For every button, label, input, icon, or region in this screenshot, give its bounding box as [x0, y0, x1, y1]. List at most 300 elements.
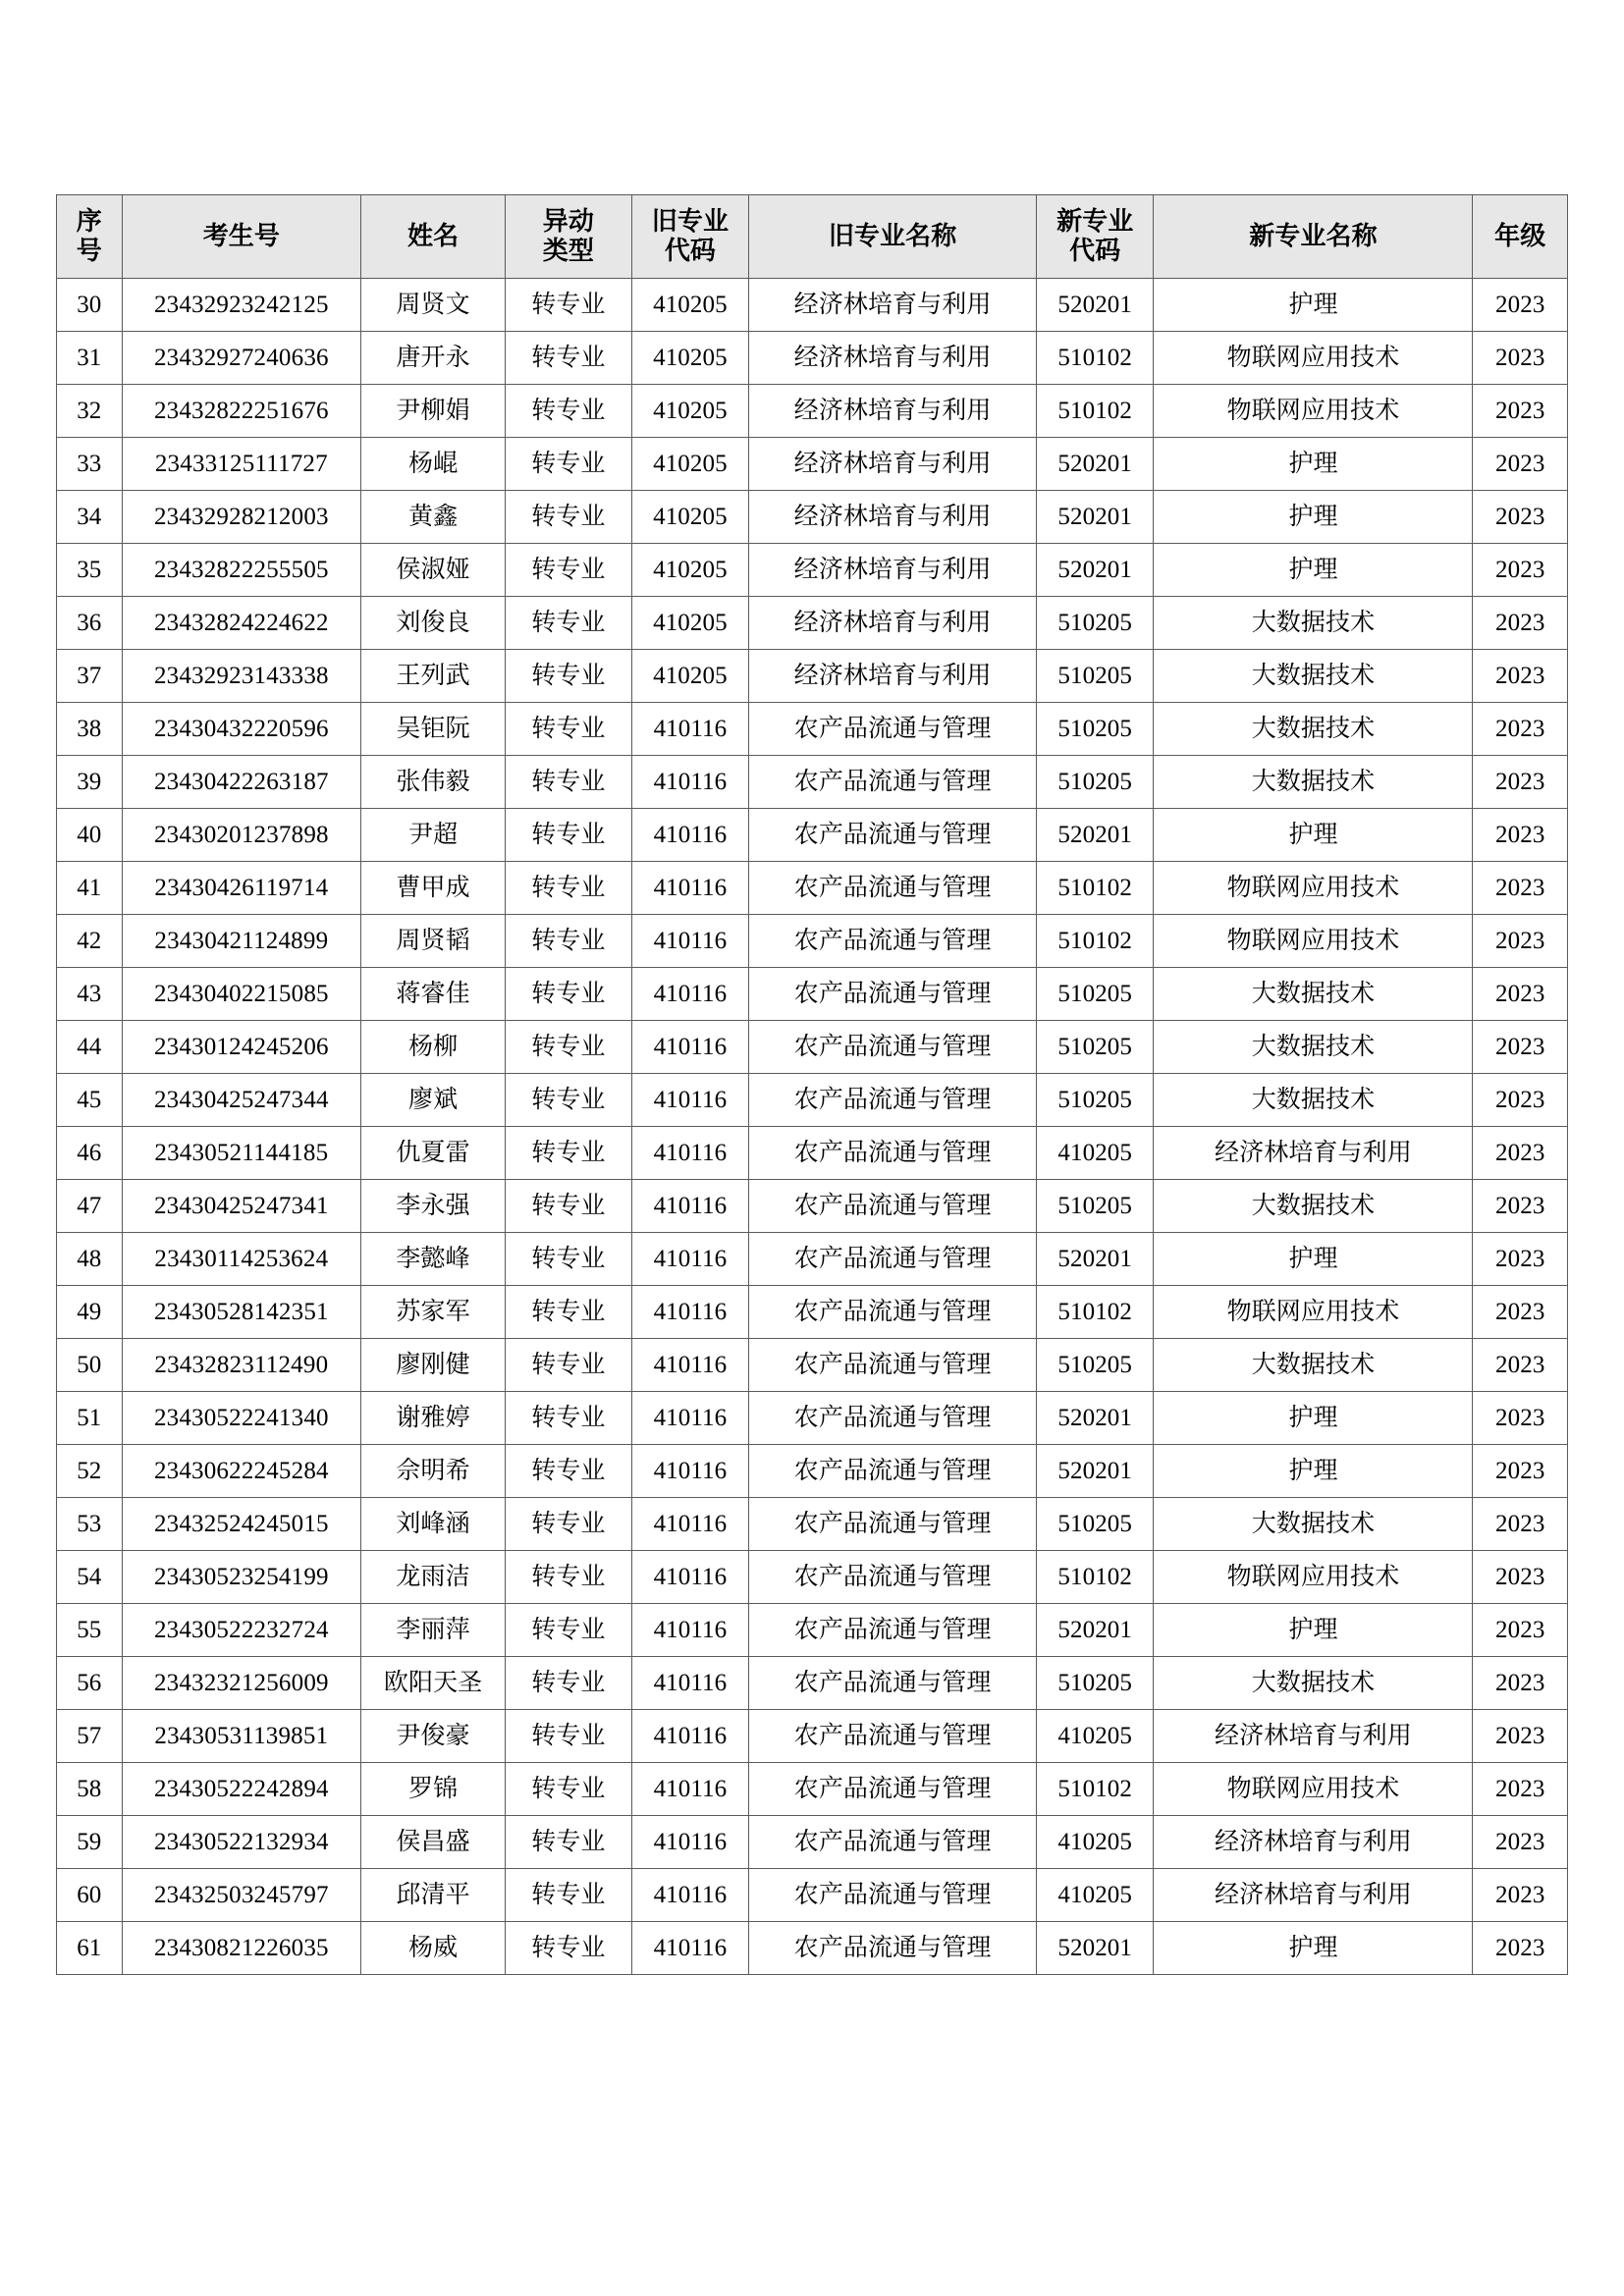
- table-header: [57, 195, 1568, 279]
- cell-old_code: 410116: [631, 1127, 748, 1180]
- cell-grade: 2023: [1473, 1180, 1568, 1233]
- cell-old_code: 410205: [631, 279, 748, 332]
- cell-new_name: 物联网应用技术: [1154, 1763, 1473, 1816]
- column-header-exam_no: [122, 195, 360, 279]
- cell-old_name: 农产品流通与管理: [749, 1922, 1037, 1975]
- cell-old_code: 410116: [631, 1180, 748, 1233]
- cell-old_name: 农产品流通与管理: [749, 1021, 1037, 1074]
- cell-new_code: 520201: [1037, 1445, 1154, 1498]
- cell-name: 邱清平: [361, 1869, 506, 1922]
- cell-exam_no: 23432503245797: [122, 1869, 360, 1922]
- cell-type: 转专业: [506, 1816, 632, 1869]
- cell-grade: 2023: [1473, 438, 1568, 491]
- cell-name: 侯昌盛: [361, 1816, 506, 1869]
- cell-new_code: 510205: [1037, 1074, 1154, 1127]
- cell-name: 尹柳娟: [361, 385, 506, 438]
- cell-old_name: 农产品流通与管理: [749, 1498, 1037, 1551]
- cell-old_name: 农产品流通与管理: [749, 1392, 1037, 1445]
- cell-new_name: 大数据技术: [1154, 1180, 1473, 1233]
- cell-type: 转专业: [506, 1392, 632, 1445]
- cell-old_code: 410116: [631, 1869, 748, 1922]
- cell-new_name: 经济林培育与利用: [1154, 1127, 1473, 1180]
- cell-old_name: 经济林培育与利用: [749, 491, 1037, 544]
- column-header-line: 代码: [1069, 237, 1121, 265]
- cell-new_name: 大数据技术: [1154, 1074, 1473, 1127]
- cell-type: 转专业: [506, 968, 632, 1021]
- cell-grade: 2023: [1473, 1233, 1568, 1286]
- cell-exam_no: 23430523254199: [122, 1551, 360, 1604]
- cell-type: 转专业: [506, 597, 632, 650]
- cell-name: 尹俊豪: [361, 1710, 506, 1763]
- cell-new_name: 物联网应用技术: [1154, 1551, 1473, 1604]
- cell-name: 黄鑫: [361, 491, 506, 544]
- cell-exam_no: 23430432220596: [122, 703, 360, 756]
- cell-name: 罗锦: [361, 1763, 506, 1816]
- cell-name: 杨威: [361, 1922, 506, 1975]
- column-header-seq: [57, 195, 123, 279]
- cell-new_name: 大数据技术: [1154, 756, 1473, 809]
- cell-seq: 56: [57, 1657, 123, 1710]
- cell-old_name: 农产品流通与管理: [749, 703, 1037, 756]
- cell-grade: 2023: [1473, 1339, 1568, 1392]
- cell-old_code: 410205: [631, 597, 748, 650]
- cell-exam_no: 23430821226035: [122, 1922, 360, 1975]
- cell-new_name: 护理: [1154, 544, 1473, 597]
- table-row: [57, 1392, 1568, 1445]
- cell-old_code: 410116: [631, 756, 748, 809]
- cell-old_name: 农产品流通与管理: [749, 1339, 1037, 1392]
- cell-new_name: 物联网应用技术: [1154, 332, 1473, 385]
- cell-exam_no: 23430522242894: [122, 1763, 360, 1816]
- cell-new_name: 物联网应用技术: [1154, 862, 1473, 915]
- cell-old_code: 410116: [631, 1233, 748, 1286]
- cell-grade: 2023: [1473, 756, 1568, 809]
- cell-new_name: 大数据技术: [1154, 1021, 1473, 1074]
- cell-grade: 2023: [1473, 1657, 1568, 1710]
- table-row: [57, 1869, 1568, 1922]
- cell-seq: 31: [57, 332, 123, 385]
- cell-old_name: 经济林培育与利用: [749, 279, 1037, 332]
- cell-new_code: 510205: [1037, 1498, 1154, 1551]
- cell-new_code: 510205: [1037, 756, 1154, 809]
- cell-old_code: 410116: [631, 809, 748, 862]
- cell-name: 王列武: [361, 650, 506, 703]
- cell-old_code: 410116: [631, 862, 748, 915]
- cell-exam_no: 23430114253624: [122, 1233, 360, 1286]
- table-row: [57, 1498, 1568, 1551]
- cell-type: 转专业: [506, 1604, 632, 1657]
- cell-exam_no: 23432824224622: [122, 597, 360, 650]
- cell-new_code: 510205: [1037, 1339, 1154, 1392]
- cell-grade: 2023: [1473, 1604, 1568, 1657]
- cell-old_name: 农产品流通与管理: [749, 1657, 1037, 1710]
- cell-exam_no: 23430402215085: [122, 968, 360, 1021]
- cell-new_name: 物联网应用技术: [1154, 1286, 1473, 1339]
- cell-seq: 38: [57, 703, 123, 756]
- cell-seq: 44: [57, 1021, 123, 1074]
- table-row: [57, 332, 1568, 385]
- cell-grade: 2023: [1473, 279, 1568, 332]
- cell-new_code: 510205: [1037, 703, 1154, 756]
- cell-new_name: 经济林培育与利用: [1154, 1710, 1473, 1763]
- table-row: [57, 1816, 1568, 1869]
- cell-old_code: 410116: [631, 703, 748, 756]
- cell-grade: 2023: [1473, 1127, 1568, 1180]
- cell-new_name: 护理: [1154, 438, 1473, 491]
- column-header-line: 旧专业: [651, 206, 730, 236]
- cell-name: 杨柳: [361, 1021, 506, 1074]
- table-row: [57, 1445, 1568, 1498]
- cell-new_code: 510205: [1037, 1180, 1154, 1233]
- cell-seq: 37: [57, 650, 123, 703]
- table-row: [57, 650, 1568, 703]
- cell-new_code: 410205: [1037, 1869, 1154, 1922]
- cell-type: 转专业: [506, 1339, 632, 1392]
- cell-new_name: 大数据技术: [1154, 1498, 1473, 1551]
- cell-new_name: 物联网应用技术: [1154, 385, 1473, 438]
- cell-new_code: 520201: [1037, 1922, 1154, 1975]
- cell-type: 转专业: [506, 809, 632, 862]
- cell-new_code: 520201: [1037, 1604, 1154, 1657]
- table-row: [57, 756, 1568, 809]
- cell-exam_no: 23432823112490: [122, 1339, 360, 1392]
- cell-type: 转专业: [506, 1286, 632, 1339]
- cell-old_code: 410205: [631, 438, 748, 491]
- table-row: [57, 1763, 1568, 1816]
- cell-exam_no: 23430522241340: [122, 1392, 360, 1445]
- cell-old_code: 410205: [631, 385, 748, 438]
- cell-old_name: 农产品流通与管理: [749, 1604, 1037, 1657]
- cell-exam_no: 23430622245284: [122, 1445, 360, 1498]
- cell-type: 转专业: [506, 1233, 632, 1286]
- cell-new_code: 410205: [1037, 1816, 1154, 1869]
- cell-grade: 2023: [1473, 597, 1568, 650]
- cell-old_name: 农产品流通与管理: [749, 1233, 1037, 1286]
- cell-seq: 54: [57, 1551, 123, 1604]
- cell-type: 转专业: [506, 544, 632, 597]
- cell-old_name: 经济林培育与利用: [749, 385, 1037, 438]
- cell-seq: 59: [57, 1816, 123, 1869]
- cell-grade: 2023: [1473, 1869, 1568, 1922]
- table-row: [57, 1180, 1568, 1233]
- cell-old_code: 410116: [631, 1392, 748, 1445]
- cell-grade: 2023: [1473, 1763, 1568, 1816]
- cell-old_name: 农产品流通与管理: [749, 968, 1037, 1021]
- cell-grade: 2023: [1473, 1392, 1568, 1445]
- cell-old_code: 410116: [631, 1604, 748, 1657]
- cell-type: 转专业: [506, 1498, 632, 1551]
- cell-seq: 51: [57, 1392, 123, 1445]
- column-header-line: 新专业名称: [1249, 221, 1378, 250]
- cell-old_name: 经济林培育与利用: [749, 332, 1037, 385]
- cell-exam_no: 23432321256009: [122, 1657, 360, 1710]
- cell-seq: 58: [57, 1763, 123, 1816]
- table-row: [57, 279, 1568, 332]
- cell-name: 李永强: [361, 1180, 506, 1233]
- cell-exam_no: 23430425247341: [122, 1180, 360, 1233]
- cell-old_code: 410205: [631, 544, 748, 597]
- cell-old_name: 农产品流通与管理: [749, 862, 1037, 915]
- cell-seq: 60: [57, 1869, 123, 1922]
- cell-seq: 30: [57, 279, 123, 332]
- cell-seq: 45: [57, 1074, 123, 1127]
- cell-new_name: 护理: [1154, 1233, 1473, 1286]
- table-row: [57, 1127, 1568, 1180]
- table-row: [57, 1339, 1568, 1392]
- cell-new_name: 护理: [1154, 1392, 1473, 1445]
- cell-new_name: 大数据技术: [1154, 650, 1473, 703]
- cell-type: 转专业: [506, 650, 632, 703]
- cell-grade: 2023: [1473, 1074, 1568, 1127]
- cell-type: 转专业: [506, 1180, 632, 1233]
- cell-old_name: 经济林培育与利用: [749, 438, 1037, 491]
- cell-new_name: 大数据技术: [1154, 1657, 1473, 1710]
- table-row: [57, 968, 1568, 1021]
- cell-seq: 52: [57, 1445, 123, 1498]
- cell-type: 转专业: [506, 491, 632, 544]
- cell-seq: 57: [57, 1710, 123, 1763]
- cell-old_name: 经济林培育与利用: [749, 650, 1037, 703]
- cell-exam_no: 23430522232724: [122, 1604, 360, 1657]
- cell-exam_no: 23430421124899: [122, 915, 360, 968]
- cell-new_code: 510102: [1037, 1286, 1154, 1339]
- cell-new_name: 护理: [1154, 1922, 1473, 1975]
- table-row: [57, 544, 1568, 597]
- cell-name: 谢雅婷: [361, 1392, 506, 1445]
- cell-seq: 48: [57, 1233, 123, 1286]
- cell-grade: 2023: [1473, 1551, 1568, 1604]
- table-row: [57, 385, 1568, 438]
- table-body: [57, 279, 1568, 1975]
- cell-seq: 34: [57, 491, 123, 544]
- cell-name: 刘峰涵: [361, 1498, 506, 1551]
- table-row: [57, 1710, 1568, 1763]
- cell-seq: 47: [57, 1180, 123, 1233]
- cell-exam_no: 23430528142351: [122, 1286, 360, 1339]
- cell-old_code: 410116: [631, 1816, 748, 1869]
- cell-name: 廖刚健: [361, 1339, 506, 1392]
- cell-new_code: 510205: [1037, 968, 1154, 1021]
- cell-type: 转专业: [506, 862, 632, 915]
- column-header-name: [361, 195, 506, 279]
- records-table-container: [56, 194, 1568, 1975]
- cell-type: 转专业: [506, 332, 632, 385]
- cell-new_code: 520201: [1037, 491, 1154, 544]
- cell-seq: 49: [57, 1286, 123, 1339]
- cell-new_code: 510102: [1037, 862, 1154, 915]
- cell-type: 转专业: [506, 279, 632, 332]
- column-header-new_code: [1037, 195, 1154, 279]
- cell-old_name: 农产品流通与管理: [749, 1286, 1037, 1339]
- cell-old_code: 410116: [631, 1445, 748, 1498]
- cell-grade: 2023: [1473, 862, 1568, 915]
- cell-new_name: 经济林培育与利用: [1154, 1869, 1473, 1922]
- cell-grade: 2023: [1473, 1710, 1568, 1763]
- table-row: [57, 1233, 1568, 1286]
- cell-seq: 32: [57, 385, 123, 438]
- cell-old_code: 410116: [631, 1710, 748, 1763]
- table-row: [57, 1021, 1568, 1074]
- cell-grade: 2023: [1473, 650, 1568, 703]
- cell-seq: 41: [57, 862, 123, 915]
- column-header-line: 考生号: [202, 221, 280, 250]
- cell-name: 欧阳天圣: [361, 1657, 506, 1710]
- cell-type: 转专业: [506, 1551, 632, 1604]
- column-header-type: [506, 195, 632, 279]
- cell-new_code: 410205: [1037, 1127, 1154, 1180]
- cell-old_code: 410116: [631, 1922, 748, 1975]
- cell-grade: 2023: [1473, 491, 1568, 544]
- cell-exam_no: 23430422263187: [122, 756, 360, 809]
- cell-type: 转专业: [506, 1074, 632, 1127]
- table-row: [57, 809, 1568, 862]
- column-header-line: 旧专业名称: [828, 221, 957, 250]
- cell-name: 曹甲成: [361, 862, 506, 915]
- cell-name: 佘明希: [361, 1445, 506, 1498]
- cell-type: 转专业: [506, 1445, 632, 1498]
- table-row: [57, 915, 1568, 968]
- cell-old_name: 农产品流通与管理: [749, 1180, 1037, 1233]
- cell-old_name: 经济林培育与利用: [749, 544, 1037, 597]
- column-header-line: 新专业: [1056, 206, 1134, 236]
- cell-new_name: 护理: [1154, 809, 1473, 862]
- cell-exam_no: 23430201237898: [122, 809, 360, 862]
- cell-old_name: 农产品流通与管理: [749, 1816, 1037, 1869]
- cell-old_code: 410205: [631, 332, 748, 385]
- cell-name: 尹超: [361, 809, 506, 862]
- cell-grade: 2023: [1473, 1816, 1568, 1869]
- cell-grade: 2023: [1473, 544, 1568, 597]
- cell-seq: 39: [57, 756, 123, 809]
- cell-old_code: 410116: [631, 1074, 748, 1127]
- cell-grade: 2023: [1473, 1498, 1568, 1551]
- cell-seq: 36: [57, 597, 123, 650]
- cell-new_code: 510102: [1037, 1763, 1154, 1816]
- cell-name: 龙雨洁: [361, 1551, 506, 1604]
- cell-old_name: 农产品流通与管理: [749, 1074, 1037, 1127]
- cell-seq: 43: [57, 968, 123, 1021]
- cell-old_name: 农产品流通与管理: [749, 809, 1037, 862]
- table-row: [57, 438, 1568, 491]
- cell-new_name: 大数据技术: [1154, 968, 1473, 1021]
- column-header-line: 序: [76, 206, 102, 236]
- cell-old_name: 农产品流通与管理: [749, 1445, 1037, 1498]
- column-header-line: 异动: [542, 206, 594, 236]
- cell-exam_no: 23432923242125: [122, 279, 360, 332]
- cell-old_code: 410116: [631, 915, 748, 968]
- cell-old_name: 经济林培育与利用: [749, 597, 1037, 650]
- cell-new_code: 510205: [1037, 1657, 1154, 1710]
- cell-seq: 42: [57, 915, 123, 968]
- cell-type: 转专业: [506, 1127, 632, 1180]
- cell-old_name: 农产品流通与管理: [749, 1551, 1037, 1604]
- cell-exam_no: 23432524245015: [122, 1498, 360, 1551]
- cell-seq: 55: [57, 1604, 123, 1657]
- cell-name: 李丽萍: [361, 1604, 506, 1657]
- cell-grade: 2023: [1473, 968, 1568, 1021]
- cell-grade: 2023: [1473, 703, 1568, 756]
- cell-old_name: 农产品流通与管理: [749, 1869, 1037, 1922]
- cell-type: 转专业: [506, 915, 632, 968]
- table-row: [57, 1657, 1568, 1710]
- cell-old_name: 农产品流通与管理: [749, 915, 1037, 968]
- cell-name: 蒋睿佳: [361, 968, 506, 1021]
- cell-name: 苏家军: [361, 1286, 506, 1339]
- cell-old_name: 农产品流通与管理: [749, 756, 1037, 809]
- column-header-new_name: [1154, 195, 1473, 279]
- cell-exam_no: 23430124245206: [122, 1021, 360, 1074]
- cell-type: 转专业: [506, 703, 632, 756]
- cell-old_code: 410116: [631, 1498, 748, 1551]
- cell-grade: 2023: [1473, 1445, 1568, 1498]
- cell-old_code: 410205: [631, 491, 748, 544]
- cell-exam_no: 23432928212003: [122, 491, 360, 544]
- cell-exam_no: 23430521144185: [122, 1127, 360, 1180]
- column-header-line: 类型: [542, 237, 594, 265]
- cell-new_code: 510205: [1037, 597, 1154, 650]
- table-row: [57, 703, 1568, 756]
- cell-new_name: 物联网应用技术: [1154, 915, 1473, 968]
- cell-exam_no: 23430522132934: [122, 1816, 360, 1869]
- cell-seq: 40: [57, 809, 123, 862]
- cell-exam_no: 23430426119714: [122, 862, 360, 915]
- table-row: [57, 1922, 1568, 1975]
- cell-new_code: 510205: [1037, 1021, 1154, 1074]
- cell-type: 转专业: [506, 385, 632, 438]
- cell-new_code: 510102: [1037, 385, 1154, 438]
- cell-seq: 46: [57, 1127, 123, 1180]
- cell-new_code: 520201: [1037, 1392, 1154, 1445]
- table-row: [57, 1604, 1568, 1657]
- cell-type: 转专业: [506, 1869, 632, 1922]
- cell-seq: 50: [57, 1339, 123, 1392]
- cell-name: 吴钜阮: [361, 703, 506, 756]
- table-row: [57, 1286, 1568, 1339]
- column-header-grade: [1473, 195, 1568, 279]
- cell-new_code: 520201: [1037, 279, 1154, 332]
- column-header-line: 号: [76, 237, 102, 265]
- table-row: [57, 1074, 1568, 1127]
- cell-exam_no: 23432822255505: [122, 544, 360, 597]
- cell-exam_no: 23430425247344: [122, 1074, 360, 1127]
- cell-new_name: 大数据技术: [1154, 703, 1473, 756]
- cell-grade: 2023: [1473, 332, 1568, 385]
- cell-exam_no: 23432927240636: [122, 332, 360, 385]
- cell-exam_no: 23430531139851: [122, 1710, 360, 1763]
- cell-old_code: 410116: [631, 1286, 748, 1339]
- cell-grade: 2023: [1473, 1286, 1568, 1339]
- cell-name: 周贤文: [361, 279, 506, 332]
- cell-old_code: 410116: [631, 1763, 748, 1816]
- cell-new_code: 410205: [1037, 1710, 1154, 1763]
- cell-new_code: 520201: [1037, 544, 1154, 597]
- cell-new_name: 经济林培育与利用: [1154, 1816, 1473, 1869]
- cell-old_code: 410116: [631, 1021, 748, 1074]
- cell-grade: 2023: [1473, 809, 1568, 862]
- header-row: [57, 195, 1568, 279]
- cell-new_name: 护理: [1154, 1445, 1473, 1498]
- cell-type: 转专业: [506, 1763, 632, 1816]
- cell-type: 转专业: [506, 1657, 632, 1710]
- column-header-old_code: [631, 195, 748, 279]
- cell-type: 转专业: [506, 1922, 632, 1975]
- cell-name: 张伟毅: [361, 756, 506, 809]
- table-row: [57, 1551, 1568, 1604]
- column-header-old_name: [749, 195, 1037, 279]
- cell-name: 李懿峰: [361, 1233, 506, 1286]
- cell-new_code: 510102: [1037, 915, 1154, 968]
- table-row: [57, 597, 1568, 650]
